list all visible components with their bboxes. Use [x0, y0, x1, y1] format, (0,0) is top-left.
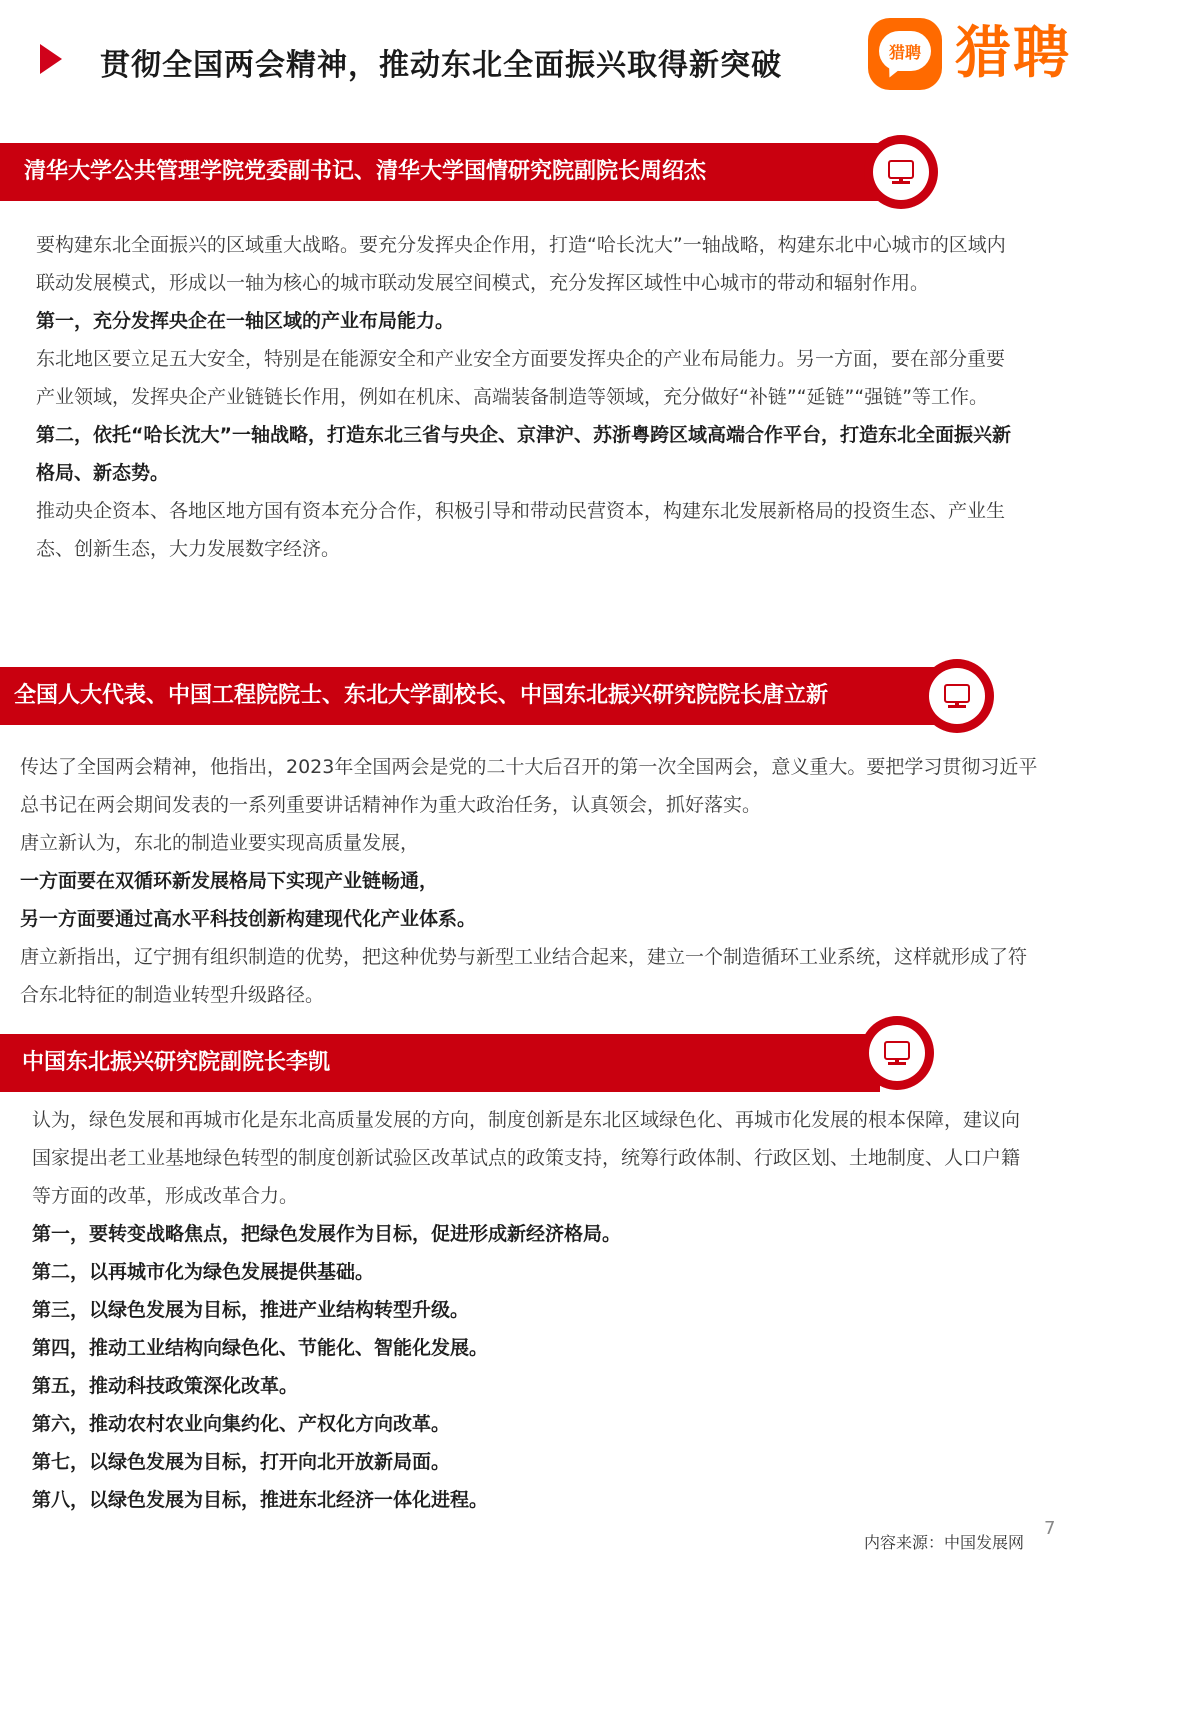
- paragraph: 一方面要在双循环新发展格局下实现产业链畅通，: [20, 870, 439, 892]
- paragraph: 传达了全国两会精神，他指出，2023年全国两会是党的二十大后召开的第一次全国两会，意义重大。要把学习贯彻习近平总书记在两会期间发表的一系列重要讲话精神作为重大政治任务，认真领会，抓好落实。: [20, 756, 1038, 816]
- section-3-body: [32, 1101, 1020, 1519]
- paragraph: 第六，推动农村农业向集约化、产权化方向改革。: [32, 1413, 451, 1435]
- liepin-logo-icon: [868, 18, 942, 90]
- paragraph: 唐立新指出，辽宁拥有组织制造的优势，把这种优势与新型工业结合起来，建立一个制造循环工业系统，这样就形成了符合东北特征的制造业转型升级路径。: [20, 946, 1028, 1006]
- paragraph: 第二，依托“哈长沈大”一轴战略，打造东北三省与央企、京津沪、苏浙粤跨区域高端合作平台，打造东北全面振兴新格局、新态势。: [36, 424, 1011, 484]
- paragraph: 第五，推动科技政策深化改革。: [32, 1375, 299, 1397]
- section-1-body: [36, 226, 1011, 568]
- section-3-badge: [860, 1016, 934, 1090]
- paragraph: 第二，以再城市化为绿色发展提供基础。: [32, 1261, 375, 1283]
- section-1-badge: [864, 135, 938, 209]
- paragraph: 第四，推动工业结构向绿色化、节能化、智能化发展。: [32, 1337, 489, 1359]
- paragraph: 第八，以绿色发展为目标，推进东北经济一体化进程。: [32, 1489, 489, 1511]
- paragraph: 第一，要转变战略焦点，把绿色发展作为目标，促进形成新经济格局。: [32, 1223, 622, 1245]
- logo-wordmark: 猎聘: [955, 21, 1071, 86]
- section-2-body: [20, 748, 1044, 1014]
- page-header: [0, 0, 1084, 110]
- section-2-banner: [0, 667, 940, 725]
- paragraph: 第三，以绿色发展为目标，推进产业结构转型升级。: [32, 1299, 470, 1321]
- paragraph: 东北地区要立足五大安全，特别是在能源安全和产业安全方面要发挥央企的产业布局能力。另一方面，要在部分重要产业领域，发挥央企产业链链长作用，例如在机床、高端装备制造等领域，充分做好“补链”“延链”“强链”等工作。: [36, 348, 1006, 408]
- logo-bubble: 猎聘: [879, 31, 931, 71]
- paragraph: 认为，绿色发展和再城市化是东北高质量发展的方向，制度创新是东北区域绿色化、再城市化发展的根本保障，建议向国家提出老工业基地绿色转型的制度创新试验区改革试点的政策支持，统筹行政体制、行政区划、土地制度、人口户籍等方面的改革，形成改革合力。: [32, 1109, 1021, 1207]
- paragraph: 推动央企资本、各地区地方国有资本充分合作，积极引导和带动民营资本，构建东北发展新格局的投资生态、产业生态、创新生态，大力发展数字经济。: [36, 500, 1006, 560]
- page-number: 7: [1044, 1518, 1056, 1539]
- paragraph: 另一方面要通过高水平科技创新构建现代化产业体系。: [20, 908, 477, 930]
- paragraph: 第一，充分发挥央企在一轴区域的产业布局能力。: [36, 310, 455, 332]
- content-source: 内容来源：中国发展网: [863, 1533, 1024, 1552]
- section-2-banner-title: 全国人大代表、中国工程院院士、东北大学副校长、中国东北振兴研究院院长唐立新: [14, 683, 829, 708]
- page-title: 贯彻全国两会精神，推动东北全面振兴取得新突破: [100, 48, 782, 83]
- section-2-badge: [920, 659, 994, 733]
- paragraph: 唐立新认为，东北的制造业要实现高质量发展，: [20, 832, 420, 854]
- section-1-banner-title: 清华大学公共管理学院党委副书记、清华大学国情研究院副院长周绍杰: [24, 159, 707, 184]
- section-1-banner: [0, 143, 880, 201]
- section-3-banner-title: 中国东北振兴研究院副院长李凯: [22, 1050, 331, 1075]
- play-triangle-icon: [40, 44, 62, 74]
- paragraph: 第七，以绿色发展为目标，打开向北开放新局面。: [32, 1451, 451, 1473]
- paragraph: 要构建东北全面振兴的区域重大战略。要充分发挥央企作用，打造“哈长沈大”一轴战略，构建东北中心城市的区域内联动发展模式，形成以一轴为核心的城市联动发展空间模式，充分发挥区域性中心城市的带动和辐射作用。: [36, 234, 1006, 294]
- section-3-banner: [0, 1034, 880, 1092]
